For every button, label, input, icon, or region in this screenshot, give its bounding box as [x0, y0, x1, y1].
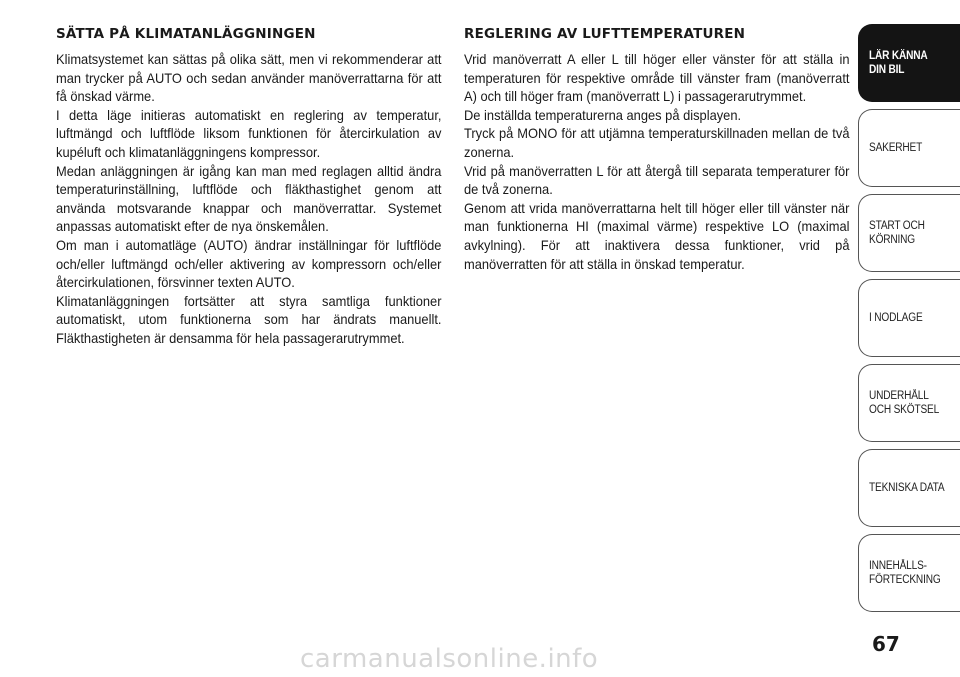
chapter-tabs: [858, 24, 960, 619]
tab-label: SÄKERHET: [869, 142, 923, 154]
tab-tekniska-data[interactable]: [858, 449, 960, 527]
tab-label: I NÖDLÄGE: [869, 312, 923, 324]
tab-label: START OCH KÖRNING: [869, 220, 925, 246]
section-heading-air-temperature: REGLERING AV LUFTTEMPERATUREN: [464, 26, 746, 42]
paragraph: Vrid manöverratt A eller L till höger eller vänster för att ställa in temperaturen för respektive område till vänster fram (manöverratt A) och till höger fram (manöverratt L) i passagerarutrymmet.: [464, 51, 850, 105]
paragraph: Klimatsystemet kan sättas på olika sätt, men vi rekommenderar att man trycker på AUTO och sedan använder manöverrattarna för att få önskad värme.: [56, 51, 442, 105]
right-column: [464, 26, 850, 273]
tab-underhall-och-skotsel[interactable]: [858, 364, 960, 442]
paragraph: Tryck på MONO för att utjämna temperaturskillnaden mellan de två zonerna.: [464, 125, 850, 160]
watermark: carmanualsonline.info: [300, 644, 599, 674]
tab-start-och-korning[interactable]: [858, 194, 960, 272]
paragraph: Om man i automatläge (AUTO) ändrar inställningar för luftflöde och/eller luftmängd och/eller aktivering av kompressorn och/eller återcirkulationen, försvinner texten AUTO.: [56, 236, 442, 291]
paragraph: I detta läge initieras automatiskt en reglering av temperatur, luftmängd och luftflöde liksom funktionen för återcirkulation av kupéluft och klimatanläggningens kompressor.: [56, 106, 442, 160]
paragraph: Medan anläggningen är igång kan man med reglagen alltid ändra temperaturinställning, luftflöde och fläkthastighet genom att använda motsvarande knappar och manöverrattar. Systemet anpassas automatiskt efter de nya önskemålen.: [56, 162, 442, 235]
tab-sakerhet[interactable]: [858, 109, 960, 187]
left-column: [56, 26, 442, 348]
paragraph: Klimatanläggningen fortsätter att styra samtliga funktioner automatiskt, utom funktionerna som har ändrats manuellt. Fläkthastigheten är densamma för hela passagerarutrymmet.: [56, 292, 442, 346]
paragraph: De inställda temperaturerna anges på displayen.: [464, 106, 742, 123]
page-number: 67: [872, 632, 900, 656]
section-heading-start-climate: SÄTTA PÅ KLIMATANLÄGGNINGEN: [56, 26, 316, 42]
tab-i-nodlage[interactable]: [858, 279, 960, 357]
paragraph: Vrid på manöverratten L för att återgå till separata temperaturer för de två zonerna.: [464, 162, 850, 198]
tab-label: TEKNISKA DATA: [869, 482, 945, 494]
tab-label: INNEHÅLLS- FÖRTECKNING: [869, 560, 941, 586]
paragraph: Genom att vrida manöverrattarna helt till höger eller till vänster när man funktionerna HI (maximal värme) respektive LO (maximal avkylning). För att inaktivera dessa funktioner, vrid på manöverratten för att ställa in önskad temperatur.: [464, 199, 850, 272]
tab-label: LÄR KÄNNA DIN BIL: [869, 50, 928, 76]
tab-label: UNDERHÅLL OCH SKÖTSEL: [869, 390, 940, 416]
tab-lar-kanna-din-bil[interactable]: [858, 24, 960, 102]
tab-innehallsforteckning[interactable]: [858, 534, 960, 612]
